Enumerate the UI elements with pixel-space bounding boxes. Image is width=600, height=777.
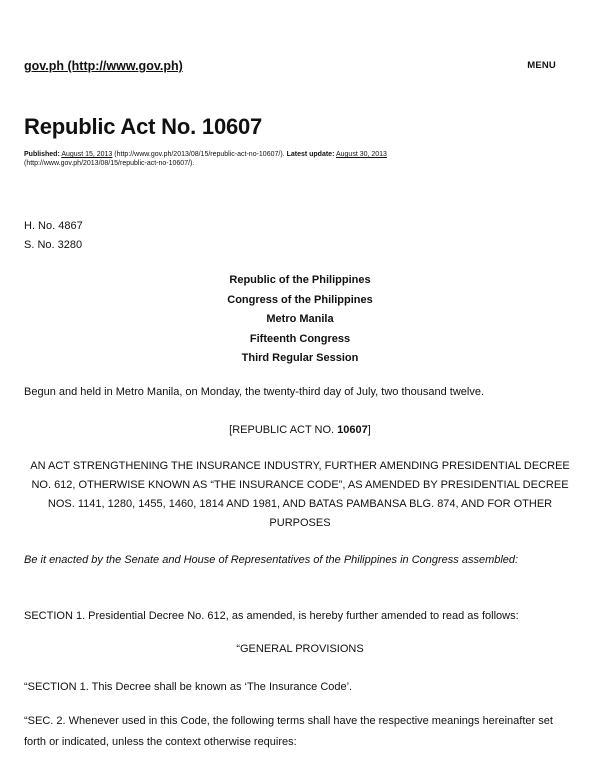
- house-bill-number: H. No. 4867: [24, 220, 83, 232]
- header-line: Third Regular Session: [241, 352, 359, 364]
- general-provisions-heading: “GENERAL PROVISIONS: [236, 643, 364, 655]
- ra-suffix: ]: [367, 424, 371, 436]
- publication-meta: [24, 150, 494, 168]
- published-label: Published:: [24, 151, 60, 158]
- menu-button[interactable]: MENU: [527, 60, 556, 71]
- page-title: Republic Act No. 10607: [24, 114, 263, 139]
- published-url: (http://www.gov.ph/2013/08/15/republic-act-no-10607/).: [114, 151, 285, 158]
- begun-paragraph: Begun and held in Metro Manila, on Monday, the twenty-third day of July, two thousand twelve.: [24, 386, 485, 398]
- enacting-clause: Be it enacted by the Senate and House of Representatives of the Philippines in Congress assembled:: [24, 554, 519, 566]
- site-home-link[interactable]: gov.ph (http://www.gov.ph): [24, 59, 183, 73]
- header-line: Fifteenth Congress: [249, 333, 351, 345]
- ra-prefix: [REPUBLIC ACT NO.: [229, 424, 338, 436]
- update-date-link[interactable]: August 30, 2013: [335, 151, 387, 158]
- top-bar: [24, 59, 556, 77]
- republic-act-label: [24, 424, 576, 436]
- section-2-paragraph: “SEC. 2. Whenever used in this Code, the following terms shall have the respective meanings hereinafter set forth or indicated, unless the context otherwise requires:: [24, 715, 553, 748]
- senate-bill-number: S. No. 3280: [24, 239, 83, 251]
- update-label: Latest update:: [286, 151, 335, 158]
- header-line: Congress of the Philippines: [227, 294, 373, 306]
- published-date-link[interactable]: August 15, 2013: [61, 151, 113, 158]
- ra-number: 10607: [337, 424, 368, 436]
- code-name-paragraph: “SECTION 1. This Decree shall be known as ‘The Insurance Code’.: [24, 681, 353, 693]
- act-title: AN ACT STRENGTHENING THE INSURANCE INDUSTRY, FURTHER AMENDING PRESIDENTIAL DECREE NO. 612, OTHERWISE KNOWN AS “THE INSURANCE CODE”, AS AMENDED BY PRESIDENTIAL DECREE NOS. 1141, 1280, 1455, 1460, 1814 AND 1981, AND BATAS PAMBANSA BLG. 874, AND FOR OTHER PURPOSES: [30, 460, 570, 529]
- update-url: (http://www.gov.ph/2013/08/15/republic-act-no-10607/).: [24, 160, 195, 167]
- header-line: Republic of the Philippines: [229, 274, 371, 286]
- section-1-paragraph: SECTION 1. Presidential Decree No. 612, as amended, is hereby further amended to read as follows:: [24, 610, 519, 622]
- header-line: Metro Manila: [266, 313, 334, 325]
